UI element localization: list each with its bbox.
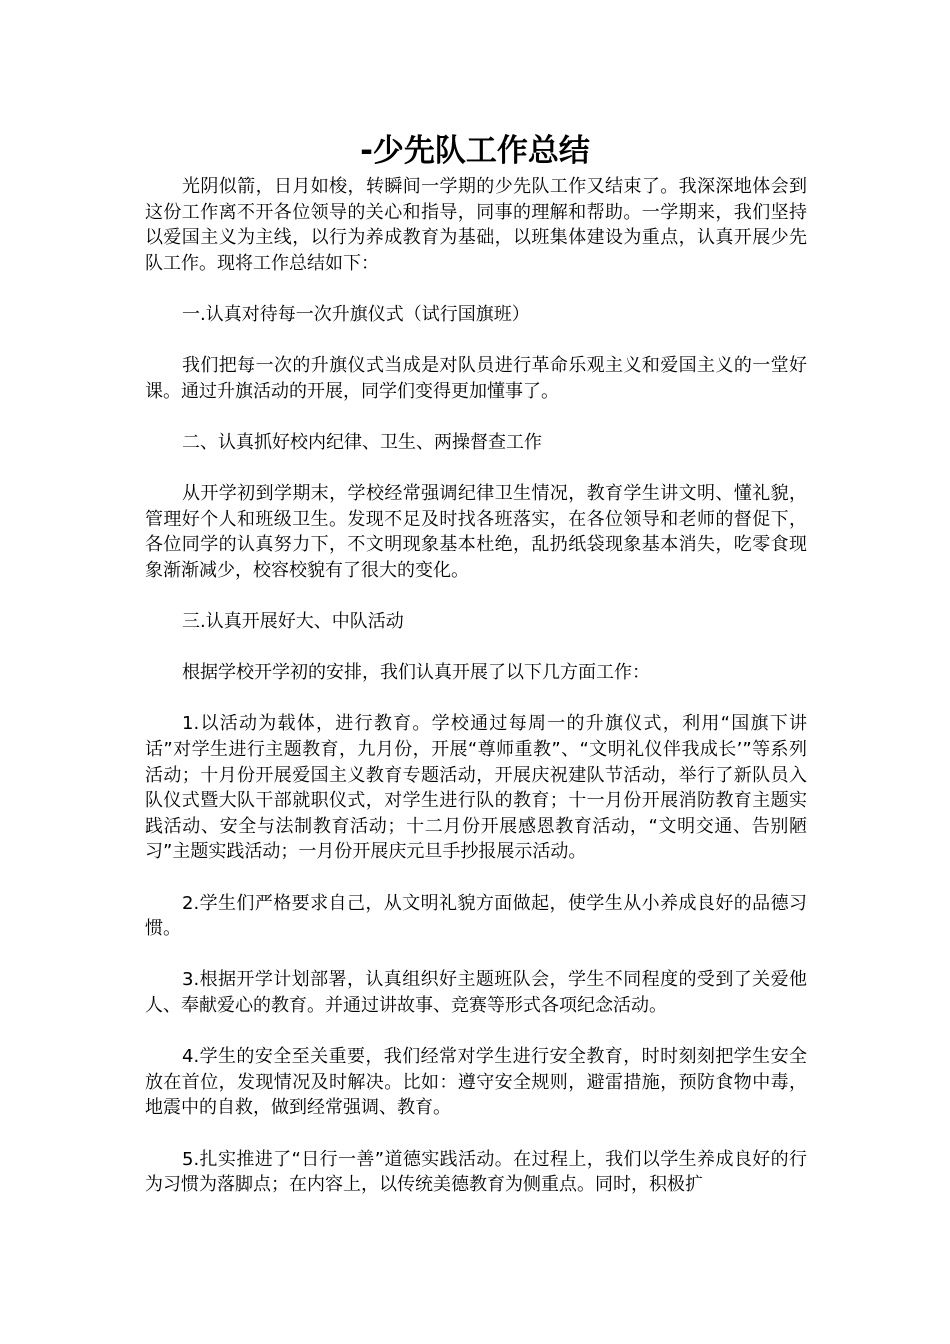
body-paragraph: 从开学初到学期末，学校经常强调纪律卫生情况，教育学生讲文明、懂礼貌，管理好个人和班级卫生。发现不足及时找各班落实，在各位领导和老师的督促下，各位同学的认真努力下，不文明现象基本杜绝，乱扔纸袋现象基本消失，吃零食现象渐渐减少，校容校貌有了很大的变化。 xyxy=(145,483,807,581)
list-item-paragraph: 5.扎实推进了“日行一善”道德实践活动。在过程上，我们以学生养成良好的行为习惯为落脚点；在内容上，以传统美德教育为侧重点。同时，积极扩 xyxy=(145,1148,807,1196)
section-heading-1: 一.认真对待每一次升旗仪式（试行国旗班） xyxy=(182,303,530,325)
intro-paragraph: 光阴似箭，日月如梭，转瞬间一学期的少先队工作又结束了。我深深地体会到这份工作离不开各位领导的关心和指导，同事的理解和帮助。一学期来，我们坚持以爱国主义为主线，以行为养成教育为基础，以班集体建设为重点，认真开展少先队工作。现将工作总结如下： xyxy=(145,176,807,274)
list-item-paragraph: 4.学生的安全至关重要，我们经常对学生进行安全教育，时时刻刻把学生安全放在首位，发现情况及时解决。比如：遵守安全规则，避雷措施，预防食物中毒，地震中的自救，做到经常强调、教育。 xyxy=(145,1046,807,1119)
body-paragraph: 我们把每一次的升旗仪式当成是对队员进行革命乐观主义和爱国主义的一堂好课。通过升旗活动的开展，同学们变得更加懂事了。 xyxy=(145,355,807,402)
section-heading-3: 三.认真开展好大、中队活动 xyxy=(182,611,404,633)
list-item-paragraph: 3.根据开学计划部署，认真组织好主题班队会，学生不同程度的受到了关爱他人、奉献爱心的教育。并通过讲故事、竞赛等形式各项纪念活动。 xyxy=(145,969,807,1016)
document-body xyxy=(145,174,807,1223)
list-item-paragraph: 2.学生们严格要求自己，从文明礼貌方面做起，使学生从小养成良好的品德习惯。 xyxy=(145,892,807,940)
list-item-paragraph: 1.以活动为载体，进行教育。学校通过每周一的升旗仪式，利用“国旗下讲话”对学生进行主题教育，九月份，开展“尊师重教”、“文明礼仪伴我成长’”等系列活动；十月份开展爱国主义教育专题活动，开展庆祝建队节活动，举行了新队员入队仪式暨大队干部就职仪式，对学生进行队的教育；十一月份开展消防教育主题实践活动、安全与法制教育活动；十二月份开展感恩教育活动，“文明交通、告别陋习”主题实践活动；一月份开展庆元旦手抄报展示活动。 xyxy=(145,713,807,863)
section-heading-2: 二、认真抓好校内纪律、卫生、两操督查工作 xyxy=(182,431,542,453)
body-paragraph: 根据学校开学初的安排，我们认真开展了以下几方面工作： xyxy=(182,662,650,684)
document-title: -少先队工作总结 xyxy=(360,133,590,169)
